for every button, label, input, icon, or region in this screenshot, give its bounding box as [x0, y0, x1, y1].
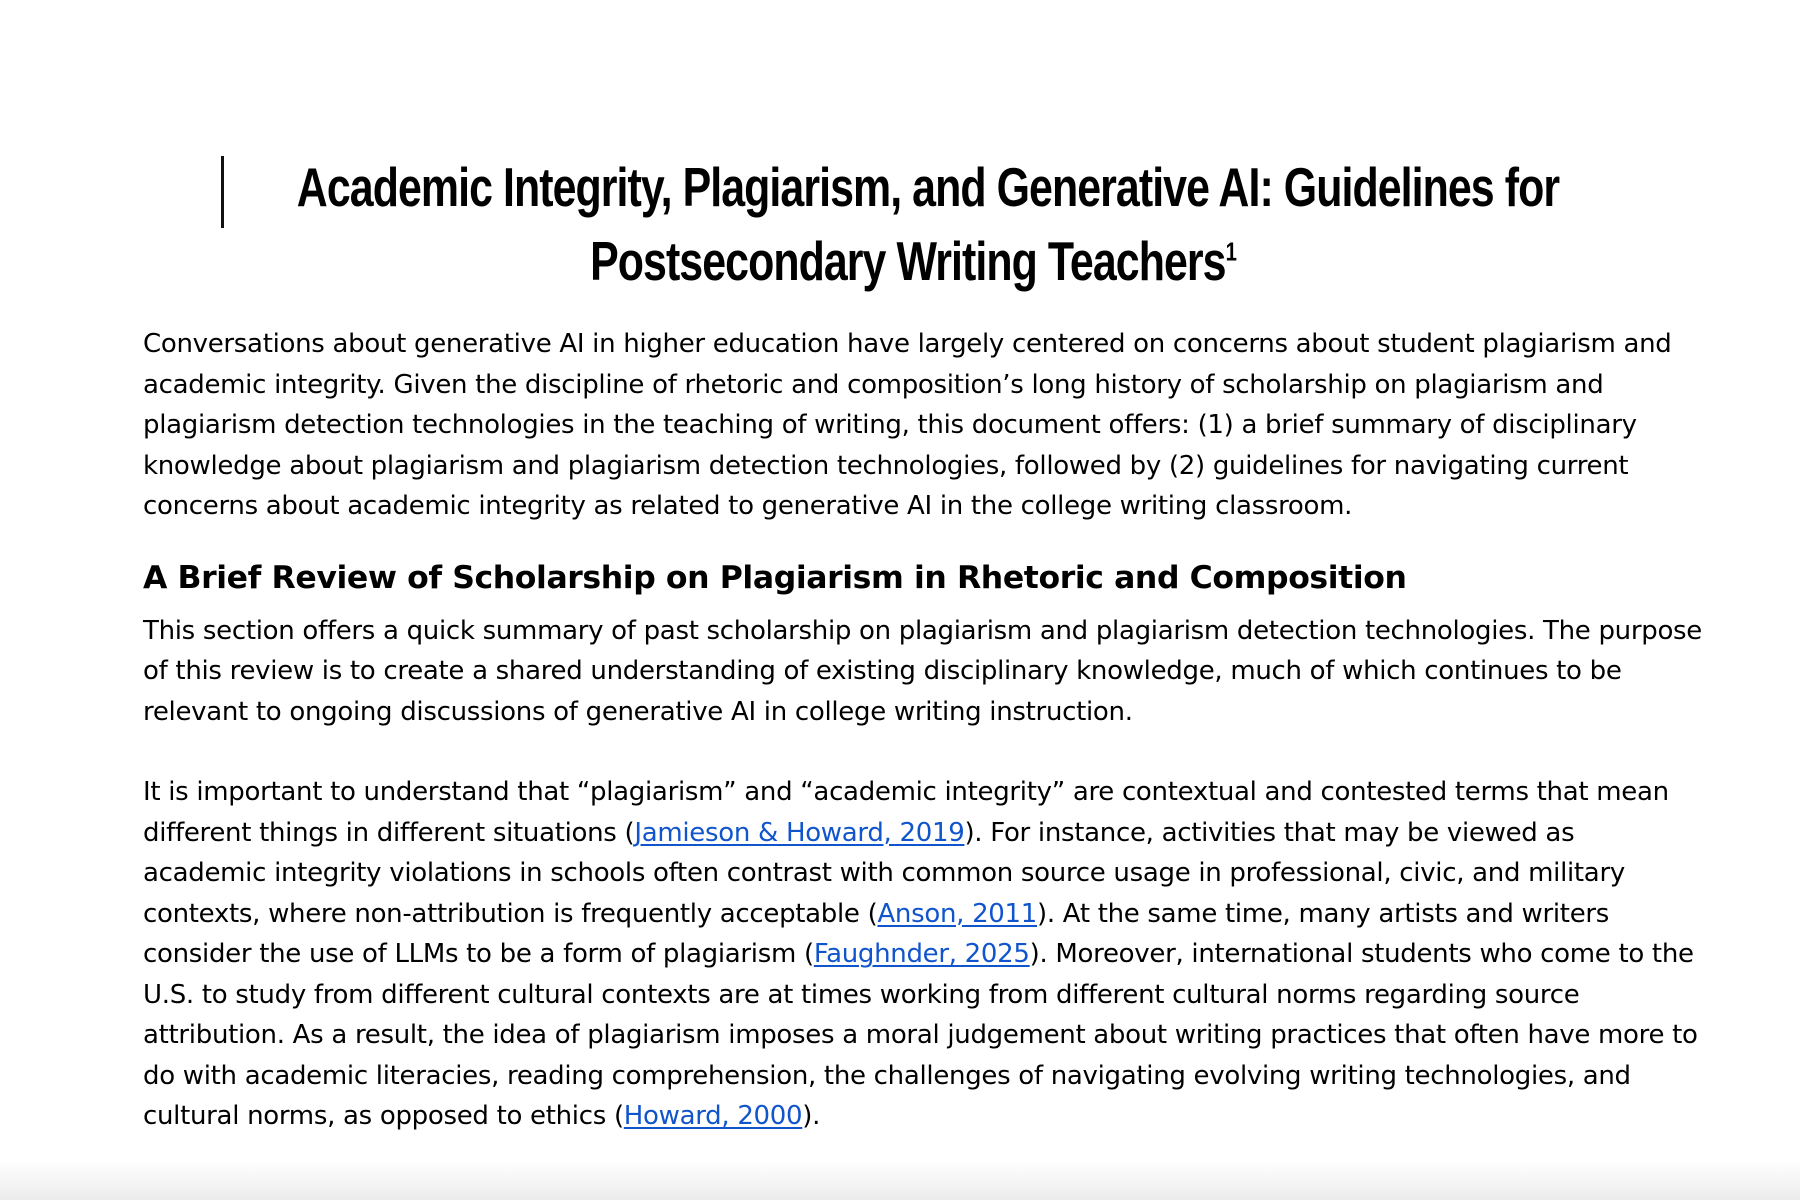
- section-heading: A Brief Review of Scholarship on Plagiarism in Rhetoric and Composition: [143, 559, 1407, 596]
- paragraph-text: ). Moreover, international students who come to the U.S. to study from different cultural contexts are at times working from different cultural norms regarding source attribution. As a result, the idea of plagiarism imposes a moral judgement about writing practices that often have more to do with academic literacies, reading comprehension, the challenges of navigating evolving writing technologies, and cultural norms, as opposed to ethics (: [143, 939, 1698, 1131]
- document-body[interactable]: [143, 150, 1703, 1137]
- bottom-edge-shadow: [0, 1160, 1800, 1200]
- title-footnote-marker[interactable]: 1: [1225, 236, 1236, 267]
- paragraph-text: ). At the same time, many artists and writers consider the use of LLMs to be a form of plagiarism (: [143, 898, 1610, 969]
- paragraph-text: It is important to understand that “plagiarism” and “academic integrity” are contextual and contested terms that mean different things in different situations (: [143, 777, 1669, 848]
- paragraph-text: ).: [802, 1101, 821, 1131]
- title-line-2: Postsecondary Writing Teachers: [590, 230, 1226, 292]
- plagiarism-context-paragraph: [143, 772, 1703, 1137]
- section-intro-paragraph: This section offers a quick summary of past scholarship on plagiarism and plagiarism detection technologies. The purpose of this review is to create a shared understanding of existing disciplinary knowledge, much of which continues to be relevant to ongoing discussions of generative AI in college writing instruction.: [143, 615, 1702, 727]
- intro-paragraph: Conversations about generative AI in higher education have largely centered on concerns about student plagiarism and academic integrity. Given the discipline of rhetoric and composition’s long history of scholarship on plagiarism and plagiarism detection technologies in the teaching of writing, this document offers: (1) a brief summary of disciplinary knowledge about plagiarism and plagiarism detection technologies, followed by (2) guidelines for navigating current concerns about academic integrity as related to generative AI in the college writing classroom.: [143, 329, 1672, 521]
- citation-link-faughnder[interactable]: Faughnder, 2025: [813, 939, 1030, 969]
- citation-link-anson[interactable]: Anson, 2011: [877, 898, 1038, 929]
- document-title[interactable]: [296, 150, 1560, 298]
- title-block: [123, 150, 1703, 298]
- title-line-1: Academic Integrity, Plagiarism, and Generative AI: Guidelines for: [296, 156, 1560, 218]
- citation-link-jamieson-howard[interactable]: Jamieson & Howard, 2019: [634, 817, 965, 848]
- citation-link-howard[interactable]: Howard, 2000: [623, 1101, 803, 1131]
- paragraph-text: ). For instance, activities that may be viewed as academic integrity violations in schools often contrast with common source usage in professional, civic, and military contexts, where non-attribution is frequently acceptable (: [143, 817, 1625, 929]
- text-cursor: [221, 156, 224, 228]
